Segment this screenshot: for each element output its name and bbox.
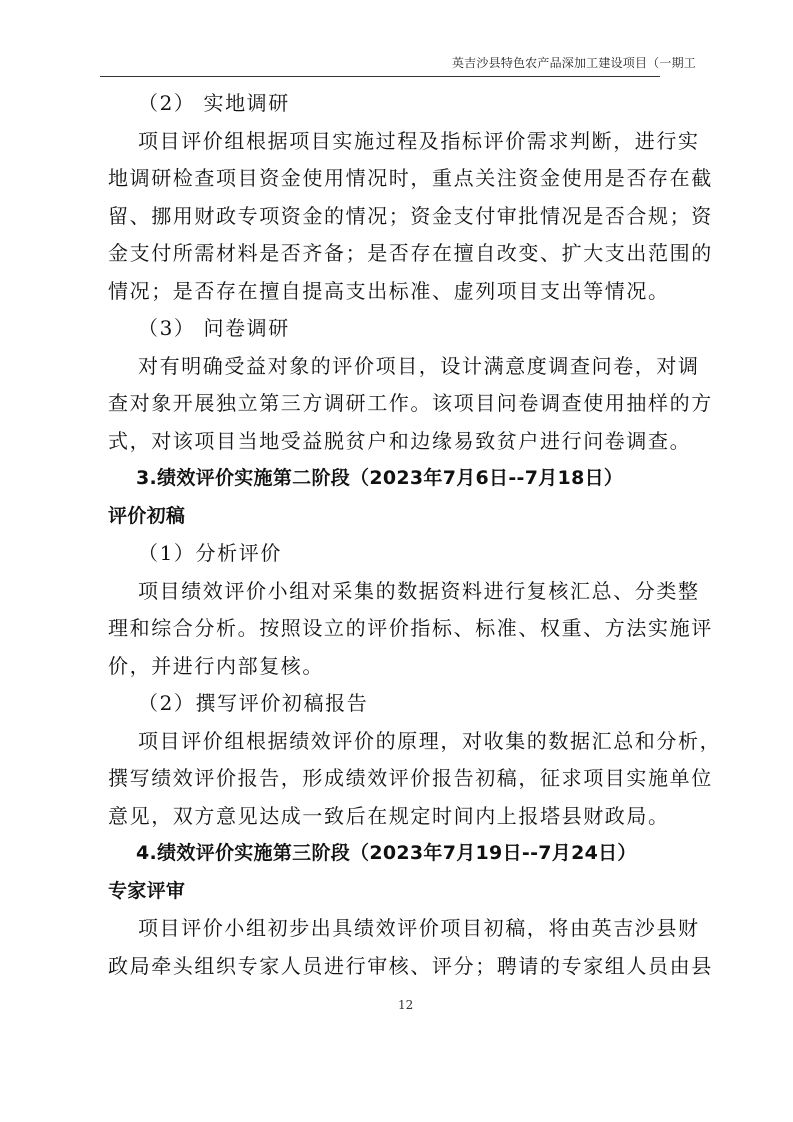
- paragraph-line: 式，对该项目当地受益脱贫户和边缘易致贫户进行问卷调查。: [108, 428, 692, 453]
- section-heading-phase-three: 4.绩效评价实施第三阶段（2023年7月19日--7月24日）: [136, 842, 637, 864]
- paragraph-line: 理和综合分析。按照设立的评价指标、标准、权重、方法实施评: [108, 616, 713, 640]
- subsection-heading-draft-report: （2）撰写评价初稿报告: [138, 691, 369, 715]
- subsection-heading-analysis: （1）分析评价: [138, 541, 282, 565]
- paragraph-line: 情况；是否存在擅自提高支出标准、虚列项目支出等情况。: [108, 278, 670, 303]
- paragraph-line: 价，并进行内部复核。: [108, 653, 324, 678]
- page-number: 12: [398, 998, 414, 1012]
- section-heading-phase-two: 3.绩效评价实施第二阶段（2023年7月6日--7月18日）: [136, 467, 624, 489]
- paragraph-line: 地调研检查项目资金使用情况时，重点关注资金使用是否存在截: [108, 166, 713, 190]
- header-rule: [100, 76, 660, 77]
- paragraph-line: 金支付所需材料是否齐备；是否存在擅自改变、扩大支出范围的: [108, 241, 713, 265]
- paragraph-line: 项目绩效评价小组对采集的数据资料进行复核汇总、分类整: [138, 578, 700, 603]
- subsection-heading-site-survey: （2） 实地调研: [138, 91, 290, 115]
- paragraph-line: 项目评价小组初步出具绩效评价项目初稿，将由英吉沙县财: [138, 916, 700, 940]
- paragraph-line: 意见，双方意见达成一致后在规定时间内上报塔县财政局。: [108, 803, 670, 828]
- paragraph-line: 政局牵头组织专家人员进行审核、评分；聘请的专家组人员由县: [108, 953, 713, 978]
- section-subheading-expert-review: 专家评审: [108, 879, 186, 902]
- paragraph-line: 对有明确受益对象的评价项目，设计满意度调查问卷，对调: [138, 353, 700, 378]
- paragraph-line: 撰写绩效评价报告，形成绩效评价报告初稿，征求项目实施单位: [108, 766, 713, 790]
- paragraph-line: 查对象开展独立第三方调研工作。该项目问卷调查使用抽样的方: [108, 391, 713, 415]
- paragraph-line: 项目评价组根据项目实施过程及指标评价需求判断，进行实: [138, 128, 700, 153]
- document-body: [108, 85, 722, 985]
- paragraph-line: 留、挪用财政专项资金的情况；资金支付审批情况是否合规；资: [108, 203, 713, 228]
- running-header: 英吉沙县特色农产品深加工建设项目（一期工: [451, 56, 696, 70]
- paragraph-line: 项目评价组根据绩效评价的原理，对收集的数据汇总和分析，: [138, 728, 722, 753]
- subsection-heading-questionnaire: （3） 问卷调研: [138, 316, 290, 340]
- section-subheading-draft: 评价初稿: [108, 504, 186, 527]
